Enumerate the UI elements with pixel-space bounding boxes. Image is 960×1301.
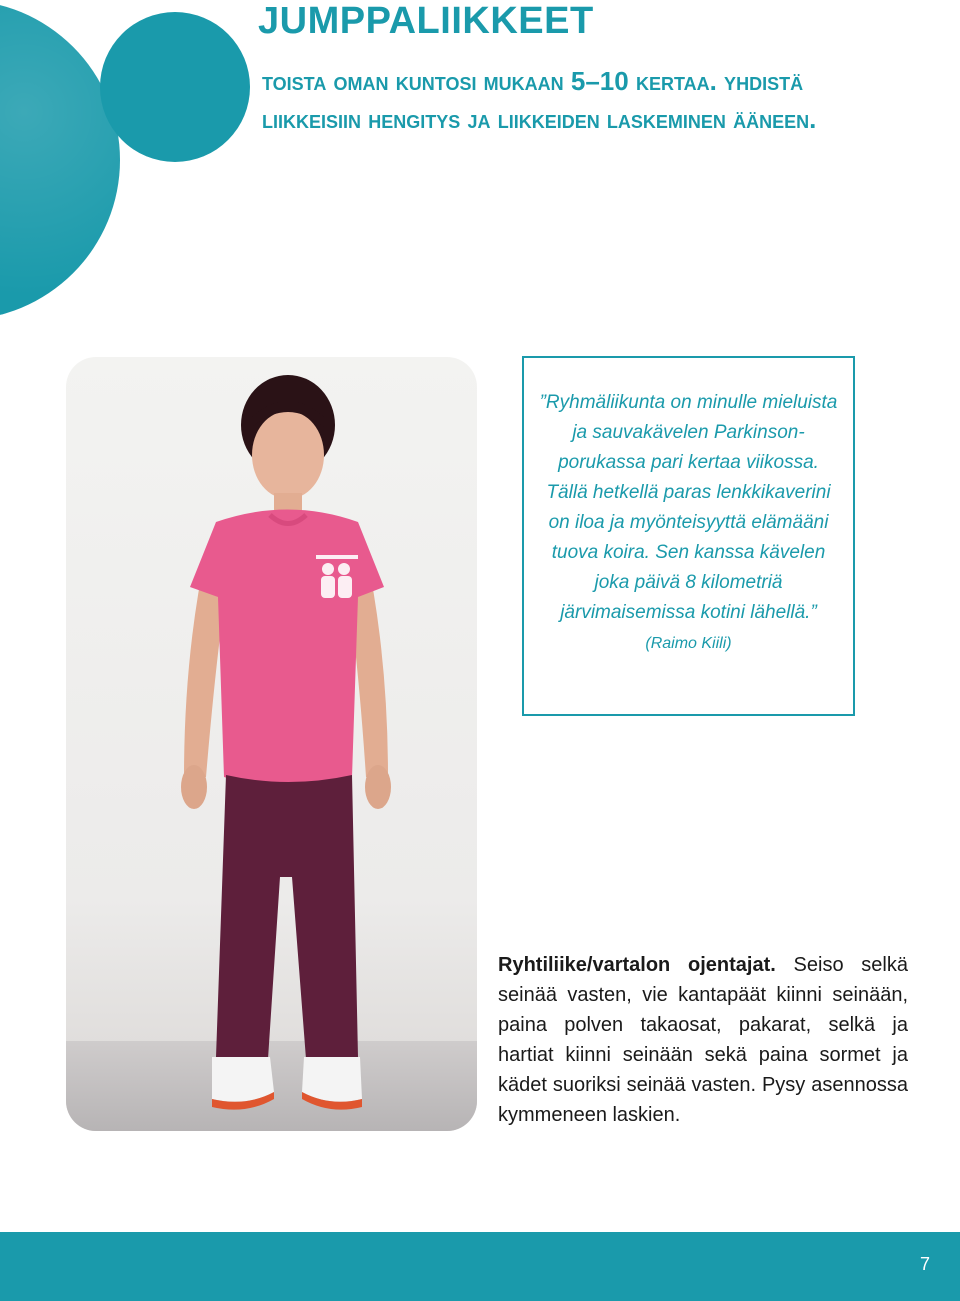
exercise-photo [66,357,477,1131]
woman-standing-illustration [66,357,477,1131]
testimonial-text [538,388,839,659]
quote-author: (Raimo Kiili) [645,635,732,652]
page-subtitle: toista oman kuntosi mukaan 5–10 kertaa. yhdistä liikkeisiin hengitys ja liikkeiden laskeminen ääneen. [262,66,817,134]
exercise-name: Ryhtiliike/vartalon ojentajat. [498,954,776,976]
page-number: 7 [919,1254,930,1274]
quote-text: ”Ryhmäliikunta on minulle mieluista ja sauvakävelen Parkinson-porukassa pari kertaa viikossa. Tällä hetkellä paras lenkkikaverini on iloa ja myönteisyyttä elämääni tuova koira. Sen kanssa kävelen joka päivä 8 kilometriä järvimaisemissa kotini lähellä.” [539,392,838,623]
exercise-instructions [498,950,908,1130]
decor-circle-small [100,12,250,162]
testimonial-quote-box [522,356,855,716]
exercise-description: Seiso selkä seinää vasten, vie kantapäät kiinni seinään, paina polven takaosat, pakarat, selkä ja hartiat kiinni seinään sekä paina sormet ja kädet suoriksi seinää vasten. Pysy asennossa kymmeneen laskien. [498,954,908,1126]
footer-bar [0,1232,960,1301]
decor-circle-large [0,0,120,320]
page-title: JUMPPALIIKKEET [258,0,594,42]
